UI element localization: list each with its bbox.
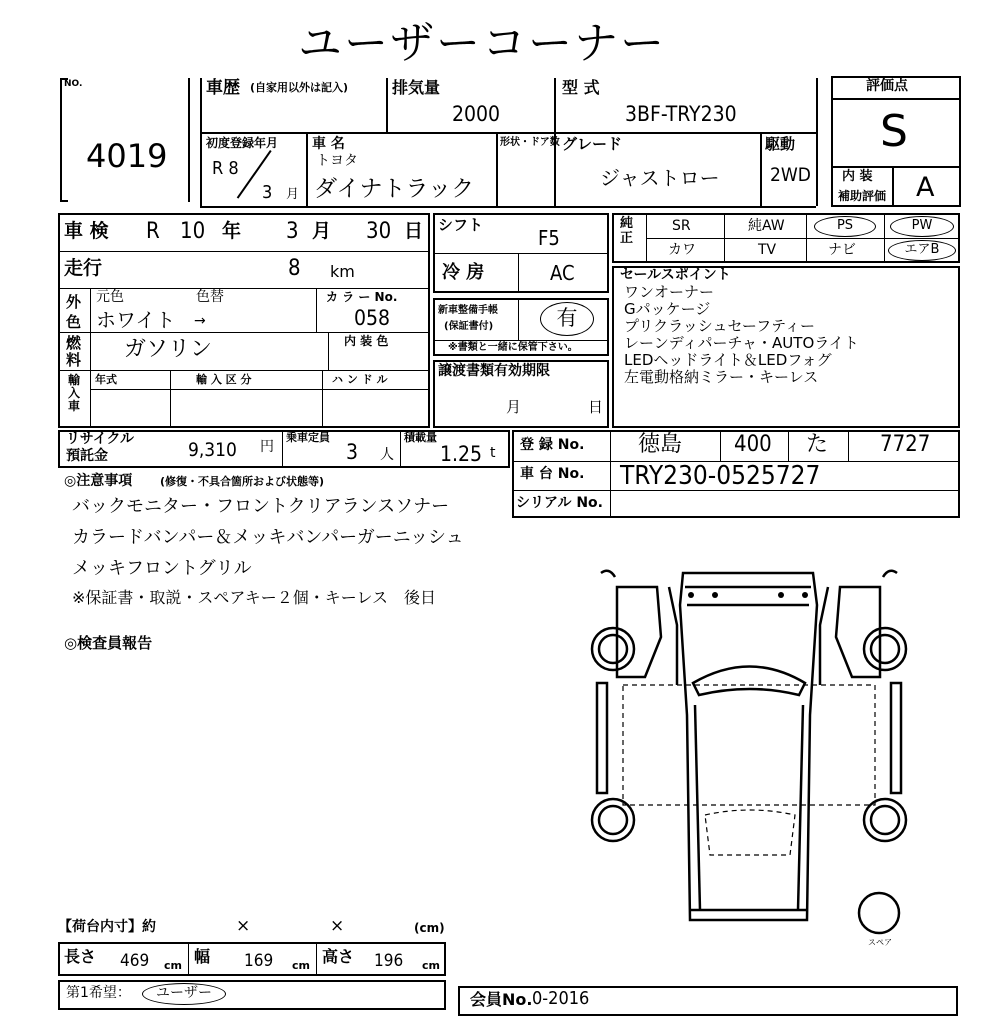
import-side-label: 輸入車 [68,373,81,413]
cargo-height-unit: cm [422,959,440,972]
info-grid-v1 [386,78,388,132]
lot-divider [188,78,190,202]
chassis-value: TRY230-0525727 [620,461,821,491]
inspection-year-unit: 年 [222,220,242,242]
sales-point-item: プリクラッシュセーフティー [624,317,815,335]
recycle-unit: 円 [260,439,274,455]
color-orig-label: 元色 [96,289,124,305]
inspection-month: 3 [286,219,299,244]
option-leather: カワ [668,242,696,258]
option-navi: ナビ [828,242,856,258]
opt-v2 [806,213,807,263]
cargo-height: 196 [374,951,404,971]
sales-point-item: Gパッケージ [624,300,711,318]
rc-v2 [400,430,401,468]
grade-value: ジャストロー [600,166,720,190]
color-code-value: 058 [354,306,391,330]
md-import-v2 [322,370,323,428]
inspection-day: 30 [366,219,392,244]
color-side-label: 外色 [66,293,82,331]
model-value: 3BF-TRY230 [625,102,737,126]
notes-sub: (修復・不具合箇所および状態等) [160,475,325,488]
option-ps: PS [814,216,876,237]
info-grid-right [816,78,818,206]
transfer-label: 譲渡書類有効期限 [438,363,550,379]
shape-label: 形状・ドア数 [500,137,560,148]
registration-class: 400 [734,432,772,457]
mt-v [518,298,519,340]
md-line3 [58,332,430,333]
recycle-value: 9,310 [188,439,237,461]
import-year-label: 年式 [95,373,117,386]
opt-v0 [646,213,647,263]
md-import-v1 [170,370,171,428]
color-orig-value: ホワイト [96,308,176,332]
displacement-label: 排気量 [392,78,441,97]
lot-no-label: NO. [64,79,83,89]
cargo-x1: × [236,916,251,936]
info-grid-v3 [306,132,308,206]
member-value: 0-2016 [532,988,590,1009]
md-fuel-v [328,332,329,370]
color-change-label: 色替 [196,289,224,305]
interior-value: A [916,172,935,203]
sales-points-label: セールスポイント [620,267,731,283]
rc-v1 [282,430,283,468]
inspection-year: 10 [180,219,206,244]
rating-label: 評価点 [866,78,908,94]
cargo-x2: × [330,916,345,936]
import-category-label: 輸 入 区 分 [196,373,252,386]
opt-line [646,238,960,239]
first-reg-month-unit: 月 [286,187,300,202]
aircon-value: AC [550,261,575,285]
capacity-label: 乗車定員 [286,431,330,444]
mileage-unit: km [330,262,355,281]
reg-v3 [848,430,849,461]
spare-label: スペア [868,938,892,947]
cargo-unit-label: (cm) [414,921,445,935]
opt-v3 [884,213,885,263]
maintenance-note: ※書類と一緒に保管下さい。 [448,342,578,353]
cargo-length: 469 [120,951,150,971]
sa-line [433,253,609,254]
info-grid-v4 [496,132,498,206]
capacity-value: 3 [346,440,359,464]
md-color-v [316,288,317,332]
cargo-width-unit: cm [292,959,310,972]
car-name: ダイナトラック [314,176,475,202]
inspection-era: R [146,219,160,244]
maintenance-label-2: (保証書付) [444,321,494,332]
color-arrow: → [194,313,206,329]
aircon-label: 冷 房 [442,262,485,283]
vehicle-diagram [585,565,930,950]
md-line1 [58,251,430,252]
maintenance-label-1: 新車整備手帳 [438,305,498,316]
color-code-label: カ ラ ー No. [326,290,398,304]
drive-value: 2WD [770,164,811,186]
sales-point-item: 左電動格納ミラー・キーレス [624,368,819,386]
md-side-v [90,288,91,428]
cargo-length-label: 長さ [64,947,97,966]
cargo-v1 [188,942,189,976]
registration-number: 7727 [880,432,931,457]
reg-v2 [788,430,789,461]
lot-number: 4019 [86,137,168,175]
recycle-label-2: 預託金 [66,448,108,464]
option-sr: SR [672,218,691,234]
lot-bracket-left [60,78,62,202]
history-label: 車歴 [206,78,240,98]
cargo-label: 【荷台内寸】約 [58,919,156,935]
first-reg-label: 初度登録年月 [206,136,279,150]
sales-point-item: LEDヘッドライト＆LEDフォグ [624,351,832,369]
drive-label: 駆動 [765,135,796,153]
sa-v [518,253,519,293]
first-reg-month: 3 [262,182,273,203]
md-line4 [58,370,430,371]
cargo-width-label: 幅 [194,947,211,966]
rating-value: S [880,106,908,157]
note-item: メッキフロントグリル [72,558,252,579]
option-tv: TV [758,242,777,258]
inspection-month-unit: 月 [312,220,332,242]
car-name-label: 車 名 [312,136,345,152]
cargo-v2 [316,942,317,976]
inspector-label: ◎検査員報告 [64,634,153,652]
chassis-label: 車 台 No. [520,466,585,482]
lot-bracket-bottom [60,200,68,202]
note-item: ※保証書・取説・スペアキー２個・キーレス 後日 [72,588,436,607]
info-grid-bottom [200,206,816,208]
history-note: (自家用以外は記入) [250,81,349,94]
info-grid-left [200,78,202,206]
option-pw: PW [890,216,954,237]
mt-line [433,340,609,341]
sales-point-item: ワンオーナー [624,283,715,301]
interior-label-2: 補助評価 [838,189,887,203]
cargo-width: 169 [244,951,274,971]
rating-box-head-line [831,98,961,100]
cargo-height-label: 高さ [322,947,355,966]
model-label: 型 式 [562,78,600,97]
registration-kana: た [806,432,829,457]
transfer-month-unit: 月 [506,398,522,416]
page-title: ユーザーコーナー [298,18,666,69]
recycle-label-1: リサイクル [66,431,135,447]
shift-value: F5 [538,226,560,250]
notes-label: ◎注意事項 [64,473,133,489]
mileage-label: 走行 [64,257,103,279]
options-side-label: 純正 [620,216,634,246]
displacement-value: 2000 [452,102,501,126]
reg-v0 [610,430,611,518]
car-maker: トヨタ [316,153,358,169]
shift-label: シフト [438,216,484,234]
maintenance-value: 有 [540,302,594,336]
option-aw: 純AW [748,218,785,234]
transfer-day-unit: 日 [588,398,604,416]
wish-value: ユーザー [142,983,226,1005]
rating-box-line2 [831,166,961,168]
info-grid-v5 [760,132,762,206]
member-label: 会員No. [470,990,533,1009]
info-grid-mid [200,132,816,134]
first-reg-year: R 8 [212,158,239,179]
mileage-value: 8 [288,256,301,281]
note-item: バックモニター・フロントクリアランスソナー [72,496,450,517]
load-unit: t [490,445,496,461]
grade-label: グレード [562,135,623,153]
option-airbag: エアB [888,240,956,261]
load-value: 1.25 [440,442,483,466]
serial-label: シリアル No. [516,495,603,511]
fuel-side-label: 燃料 [66,334,82,369]
rating-box-v [892,166,894,207]
registration-region: 徳島 [638,432,683,457]
fuel-value: ガソリン [124,337,213,362]
md-import-h [90,389,430,390]
inspection-day-unit: 日 [404,220,424,242]
reg-v1 [720,430,721,461]
sales-point-item: レーンディパーチャ・AUTOライト [624,334,859,352]
registration-label: 登 録 No. [520,437,585,453]
inspection-label: 車 検 [64,220,109,242]
load-label: 積載量 [404,431,437,444]
capacity-unit: 人 [380,447,394,463]
import-handle-label: ハ ン ド ル [332,373,388,386]
interior-label-1: 内 装 [842,169,873,184]
cargo-length-unit: cm [164,959,182,972]
interior-color-label: 内 装 色 [344,334,389,348]
opt-v1 [724,213,725,263]
note-item: カラードバンパー＆メッキバンパーガーニッシュ [72,527,464,548]
wish-label: 第1希望： [66,985,131,1001]
